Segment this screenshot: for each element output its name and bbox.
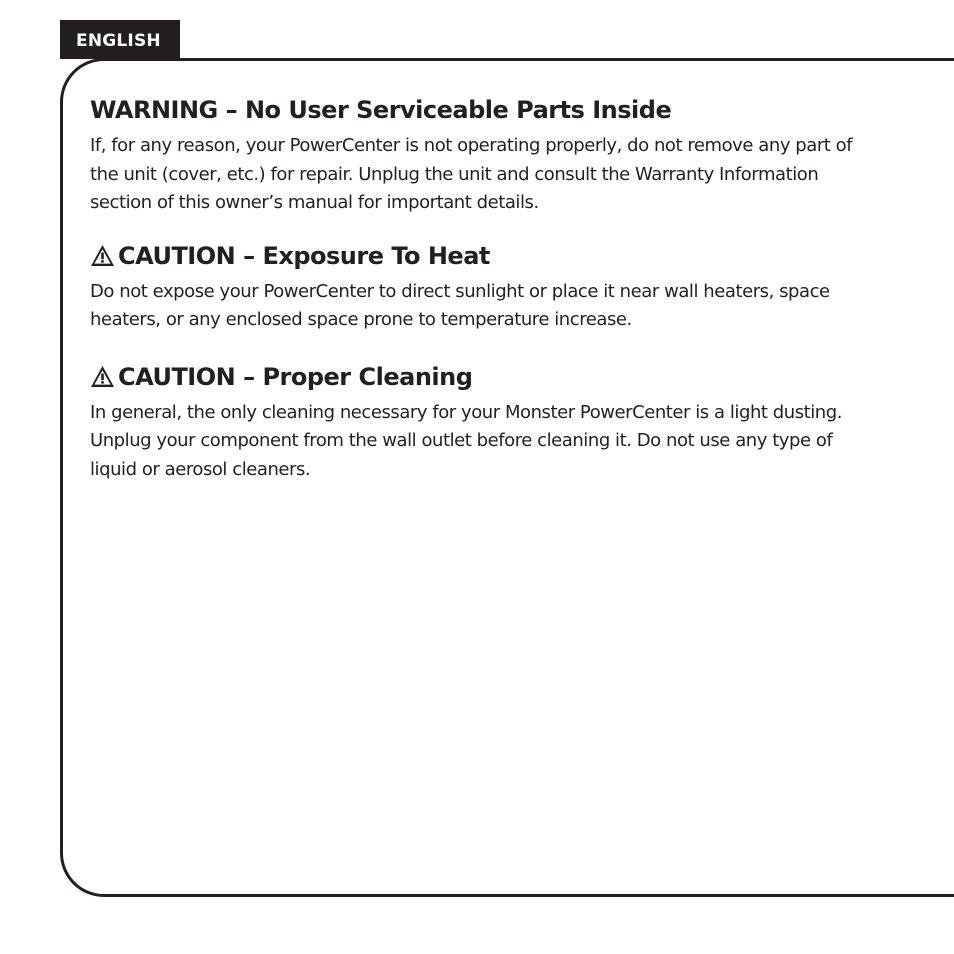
section-caution-proper-cleaning [90,361,880,485]
section-body: If, for any reason, your PowerCenter is not operating properly, do not remove any part of the unit (cover, etc.) for repair. Unplug the unit and consult the Warranty Information section of this owner’s manual for important details. [90,135,853,213]
section-heading [90,94,880,126]
heading-text: CAUTION – Exposure To Heat [118,241,490,270]
manual-content [90,94,880,510]
heading-text: WARNING – No User Serviceable Parts Inside [90,96,672,124]
warning-triangle-icon [90,244,115,267]
section-heading [90,361,880,393]
section-caution-exposure-to-heat [90,240,880,335]
heading-text: CAUTION – Proper Cleaning [118,362,473,391]
section-heading [90,240,880,272]
language-tab: ENGLISH [60,20,180,59]
warning-triangle-icon [90,365,115,388]
section-body: In general, the only cleaning necessary for your Monster PowerCenter is a light dusting. Unplug your component from the wall outlet before cleaning it. Do not use any type of liquid or aerosol cleaners. [90,401,843,480]
section-body: Do not expose your PowerCenter to direct sunlight or place it near wall heaters, space heaters, or any enclosed space prone to temperature increase. [90,280,830,330]
section-warning-no-serviceable-parts [90,94,880,218]
